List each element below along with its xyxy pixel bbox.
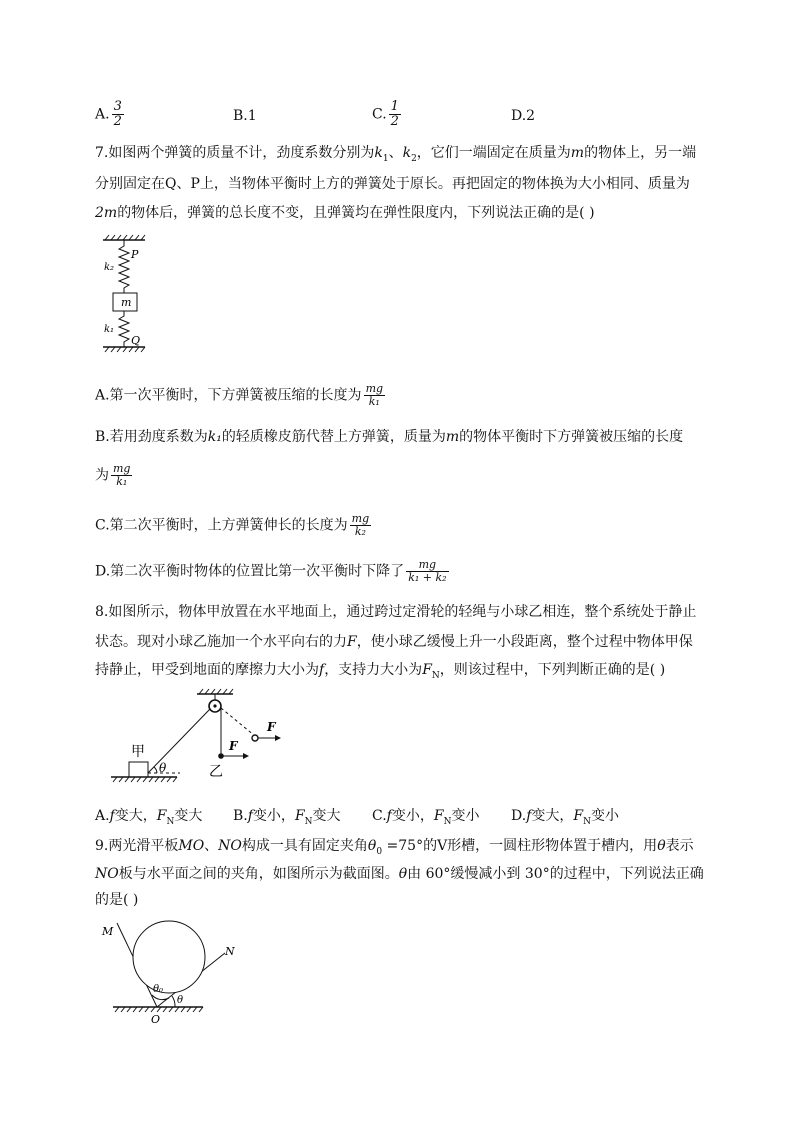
var-f: f bbox=[109, 808, 115, 824]
var-f: f bbox=[247, 808, 253, 824]
var-NO: NO bbox=[95, 866, 119, 882]
var-k1: k bbox=[374, 145, 383, 161]
fraction-numerator: 3 bbox=[113, 99, 122, 114]
q6-option-b: B.1 bbox=[233, 108, 257, 124]
bottom-floor bbox=[103, 347, 145, 352]
ground bbox=[111, 777, 177, 782]
fraction-numerator: 1 bbox=[390, 99, 399, 114]
text: D.第二次平衡时物体的位置比第一次平衡时下降了 bbox=[95, 563, 405, 580]
var-FN: F bbox=[156, 808, 167, 824]
text: 7.如图两个弹簧的质量不计，劲度系数分别为 bbox=[95, 145, 375, 161]
var-f: f bbox=[319, 662, 325, 678]
var-theta0: θ bbox=[367, 838, 377, 854]
label-Q: Q bbox=[131, 334, 141, 347]
q9-stem-line1 bbox=[95, 836, 694, 862]
var-FN: F bbox=[573, 808, 584, 824]
ceiling bbox=[197, 689, 233, 694]
fraction bbox=[364, 383, 385, 408]
ball-yi-moved bbox=[252, 735, 258, 741]
text: 为 bbox=[95, 467, 109, 484]
text: 、 bbox=[388, 145, 403, 161]
label-P: P bbox=[131, 248, 139, 261]
text: 的轻质橡皮筋代替上方弹簧，质量为 bbox=[221, 429, 446, 445]
text: 构成一具有固定夹角 bbox=[241, 838, 368, 854]
text: 表示 bbox=[665, 838, 694, 854]
sub: 0 bbox=[376, 846, 383, 857]
q7-stem-line2: 分别固定在Q、P上，当物体平衡时上方的弹簧处于原长。再把固定的物体换为大小相同、质量为 bbox=[95, 176, 690, 192]
var-FN: F bbox=[433, 808, 444, 824]
q8-stem-line2 bbox=[95, 632, 693, 652]
fraction bbox=[111, 463, 132, 488]
text: A. bbox=[95, 808, 110, 824]
q9-stem-line2 bbox=[95, 864, 704, 884]
q8-option-c bbox=[372, 805, 479, 827]
text: 、 bbox=[204, 838, 219, 854]
q7-stem-line3 bbox=[95, 203, 595, 223]
fraction-denominator: 2 bbox=[390, 114, 399, 129]
q6-option-d: D.2 bbox=[511, 108, 536, 124]
text: D. bbox=[511, 808, 527, 824]
var-2m: 2m bbox=[95, 205, 118, 221]
label-jia: 甲 bbox=[131, 744, 145, 760]
text: ，使小球乙缓慢上升一小段距离，整个过程中物体甲保 bbox=[356, 634, 693, 650]
text: 变小， bbox=[252, 808, 295, 824]
label-yi: 乙 bbox=[209, 764, 223, 780]
sub: N bbox=[166, 816, 175, 827]
var-theta: θ bbox=[398, 866, 408, 882]
label-theta: θ bbox=[177, 995, 184, 1006]
text: 状态。现对小球乙施加一个水平向右的力 bbox=[95, 634, 347, 650]
q7-option-d bbox=[95, 559, 451, 584]
fraction-denominator: k₁ bbox=[116, 475, 128, 488]
fraction bbox=[406, 559, 448, 584]
text: 9.两光滑平板 bbox=[95, 838, 179, 854]
text: 持静止，甲受到地面的摩擦力大小为 bbox=[95, 662, 319, 678]
text: 变大 bbox=[174, 808, 203, 824]
fraction-numerator: mg bbox=[113, 462, 131, 475]
label-m: m bbox=[121, 296, 132, 309]
text: ，则该过程中，下列判断正确的是( ) bbox=[439, 662, 666, 678]
label-F-lower: F bbox=[229, 739, 238, 753]
text: 变小 bbox=[451, 808, 480, 824]
sub: N bbox=[431, 670, 440, 681]
label-theta: θ bbox=[159, 761, 167, 775]
text: B. bbox=[233, 808, 248, 824]
sub: 1 bbox=[382, 153, 389, 164]
text: ，它们一端固定在质量为 bbox=[416, 145, 571, 161]
var-f: f bbox=[526, 808, 532, 824]
var-m: m bbox=[570, 145, 585, 161]
label-F-upper: F bbox=[267, 720, 276, 734]
top-ceiling bbox=[103, 235, 145, 240]
var-k2: k bbox=[402, 145, 412, 161]
text: 的物体后，弹簧的总长度不变，且弹簧均在弹性限度内，下列说法正确的是( ) bbox=[117, 205, 595, 221]
label-k1: k₁ bbox=[104, 324, 115, 335]
q7-option-b-line2 bbox=[95, 463, 134, 488]
sub: 2 bbox=[411, 153, 417, 164]
text: 板与水平面之间的夹角，如图所示为截面图。 bbox=[118, 866, 399, 882]
fraction-numerator: mg bbox=[406, 559, 448, 572]
upper-spring bbox=[119, 240, 129, 293]
text: 变大， bbox=[531, 808, 574, 824]
var-FN: F bbox=[422, 662, 432, 678]
text: C. bbox=[372, 808, 387, 824]
var-m: m bbox=[445, 429, 460, 445]
var-F: F bbox=[347, 634, 357, 650]
fraction-denominator: k₁ bbox=[368, 395, 380, 408]
fraction-denominator: k₂ bbox=[354, 525, 366, 538]
q6-option-c-fraction bbox=[389, 100, 401, 129]
text: C.第二次平衡时，上方弹簧伸长的长度为 bbox=[95, 517, 348, 534]
block-jia bbox=[129, 762, 148, 777]
q6-option-a-prefix: A. bbox=[95, 106, 110, 123]
text: A.第一次平衡时，下方弹簧被压缩的长度为 bbox=[95, 387, 362, 404]
text: 的物体平衡时下方弹簧被压缩的长度 bbox=[459, 429, 684, 445]
q8-stem-line1: 8.如图所示，物体甲放置在水平地面上，通过跨过定滑轮的轻绳与小球乙相连，整个系统处于静止 bbox=[95, 604, 697, 620]
sub: N bbox=[304, 816, 313, 827]
q7-option-c bbox=[95, 513, 373, 538]
ground bbox=[113, 1007, 203, 1012]
q9-vgroove-figure bbox=[95, 915, 245, 1027]
q7-spring-figure bbox=[95, 234, 155, 358]
label-O: O bbox=[151, 1013, 161, 1026]
text: =75°的V形槽，一圆柱形物体置于槽内，用 bbox=[382, 838, 658, 854]
fraction-denominator: k₁ + k₂ bbox=[408, 571, 447, 584]
fraction bbox=[350, 513, 371, 538]
q8-pulley-figure bbox=[105, 688, 295, 790]
text: 的物体上，另一端 bbox=[584, 145, 697, 161]
text: 变大， bbox=[114, 808, 157, 824]
q6-option-a bbox=[95, 100, 126, 129]
label-M: M bbox=[102, 925, 114, 938]
label-N: N bbox=[225, 945, 235, 958]
q7-stem-line1 bbox=[95, 143, 696, 169]
q9-stem-line3: 的是( ) bbox=[95, 892, 139, 908]
text: 变小 bbox=[590, 808, 619, 824]
text: B.若用劲度系数为 bbox=[95, 429, 208, 445]
q6-option-a-fraction bbox=[112, 100, 124, 129]
var-FN: F bbox=[294, 808, 305, 824]
q8-option-b bbox=[233, 805, 341, 827]
text: 变大 bbox=[312, 808, 341, 824]
fraction-numerator: mg bbox=[351, 512, 370, 525]
text: 变小， bbox=[391, 808, 434, 824]
var-f: f bbox=[386, 808, 392, 824]
rope-to-jia bbox=[148, 709, 210, 773]
var-k1: k₁ bbox=[207, 429, 222, 445]
rope-dashed bbox=[221, 708, 255, 736]
var-MO: MO bbox=[178, 838, 205, 854]
q7-option-a bbox=[95, 383, 387, 408]
sub: N bbox=[583, 816, 591, 827]
ball-yi bbox=[218, 753, 224, 759]
q8-option-d bbox=[511, 805, 619, 827]
fraction-numerator: mg bbox=[365, 382, 384, 395]
var-NO: NO bbox=[218, 838, 242, 854]
cylinder bbox=[133, 921, 205, 993]
q8-option-a bbox=[95, 805, 202, 827]
q6-option-c bbox=[372, 100, 403, 129]
q6-option-c-prefix: C. bbox=[372, 106, 387, 123]
q7-option-b-line1 bbox=[95, 427, 683, 447]
sub: N bbox=[443, 816, 452, 827]
fraction-denominator: 2 bbox=[113, 114, 122, 129]
text: ，支持力大小为 bbox=[324, 662, 423, 678]
var-theta: θ bbox=[657, 838, 666, 854]
lower-spring bbox=[119, 311, 129, 347]
text: 由 60°缓慢减小到 30°的过程中，下列说法正确 bbox=[407, 866, 704, 882]
q8-stem-line3 bbox=[95, 660, 665, 686]
label-k2: k₂ bbox=[104, 262, 115, 273]
label-theta0: θ₀ bbox=[153, 984, 164, 995]
